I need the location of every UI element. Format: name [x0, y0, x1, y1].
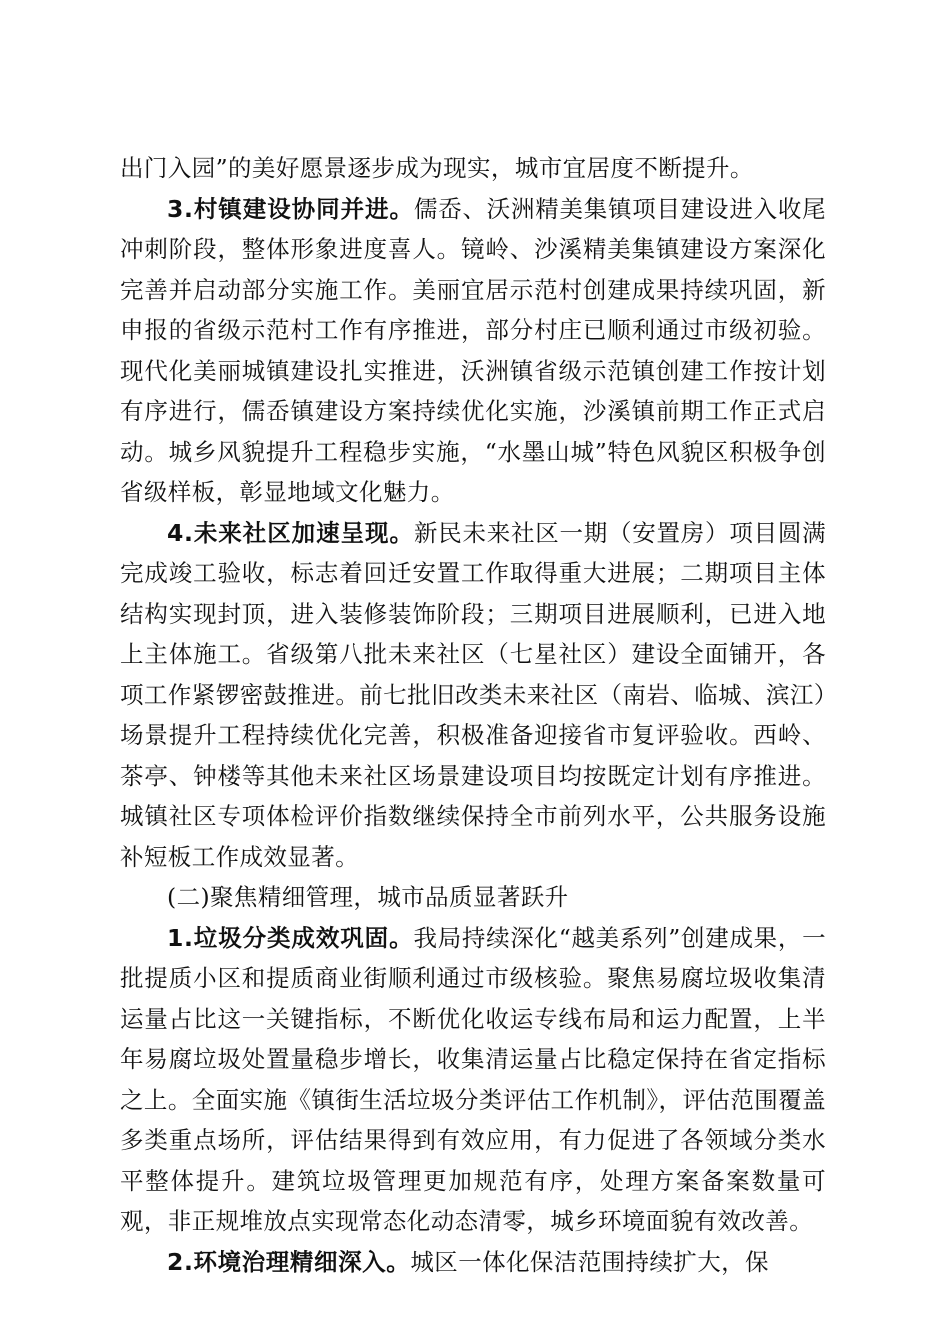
paragraph-environment-governance — [120, 1242, 826, 1283]
paragraph-village-town-construction — [120, 189, 826, 513]
section-heading — [120, 877, 826, 918]
paragraph-text: 儒岙、沃洲精美集镇项目建设进入收尾冲刺阶段，整体形象进度喜人。镜岭、沙溪精美集镇建设方案深化完善并启动部分实施工作。美丽宜居示范村创建成果持续巩固，新申报的省级示范村工作有序推进，部分村庄已顺利通过市级初验。现代化美丽城镇建设扎实推进，沃洲镇省级示范镇创建工作按计划有序进行，儒岙镇建设方案持续优化实施，沙溪镇前期工作正式启动。城乡风貌提升工程稳步实施，“水墨山城”特色风貌区积极争创省级样板，彰显地域文化魅力。 — [120, 194, 826, 506]
paragraph-future-community — [120, 513, 826, 878]
paragraph-text: 城区一体化保洁范围持续扩大，保 — [410, 1247, 769, 1276]
paragraph-heading: 2.环境治理精细深入。 — [167, 1247, 411, 1276]
paragraph-garbage-sorting — [120, 918, 826, 1242]
paragraph-heading: 1.垃圾分类成效巩固。 — [167, 923, 414, 952]
paragraph-text: 出门入园”的美好愿景逐步成为现实，城市宜居度不断提升。 — [120, 154, 754, 182]
paragraph-heading: 3.村镇建设协同并进。 — [167, 194, 414, 223]
paragraph-continuation — [120, 148, 826, 189]
section-heading-text: (二)聚焦精细管理，城市品质显著跃升 — [167, 883, 569, 911]
paragraph-text: 我局持续深化“越美系列”创建成果，一批提质小区和提质商业街顺利通过市级核验。聚焦易腐垃圾收集清运量占比这一关键指标，不断优化收运专线布局和运力配置，上半年易腐垃圾处置量稳步增长，收集清运量占比稳定保持在省定指标之上。全面实施《镇街生活垃圾分类评估工作机制》，评估范围覆盖多类重点场所，评估结果得到有效应用，有力促进了各领域分类水平整体提升。建筑垃圾管理更加规范有序，处理方案备案数量可观，非正规堆放点实现常态化动态清零，城乡环境面貌有效改善。 — [120, 923, 826, 1235]
document-page — [120, 148, 826, 1282]
paragraph-heading: 4.未来社区加速呈现。 — [167, 518, 414, 547]
paragraph-text: 新民未来社区一期（安置房）项目圆满完成竣工验收，标志着回迁安置工作取得重大进展；二期项目主体结构实现封顶，进入装修装饰阶段；三期项目进展顺利，已进入地上主体施工。省级第八批未来社区（七星社区）建设全面铺开，各项工作紧锣密鼓推进。前七批旧改类未来社区（南岩、临城、滨江）场景提升工程持续优化完善，积极准备迎接省市复评验收。西岭、茶亭、钟楼等其他未来社区场景建设项目均按既定计划有序推进。城镇社区专项体检评价指数继续保持全市前列水平，公共服务设施补短板工作成效显著。 — [120, 518, 826, 871]
